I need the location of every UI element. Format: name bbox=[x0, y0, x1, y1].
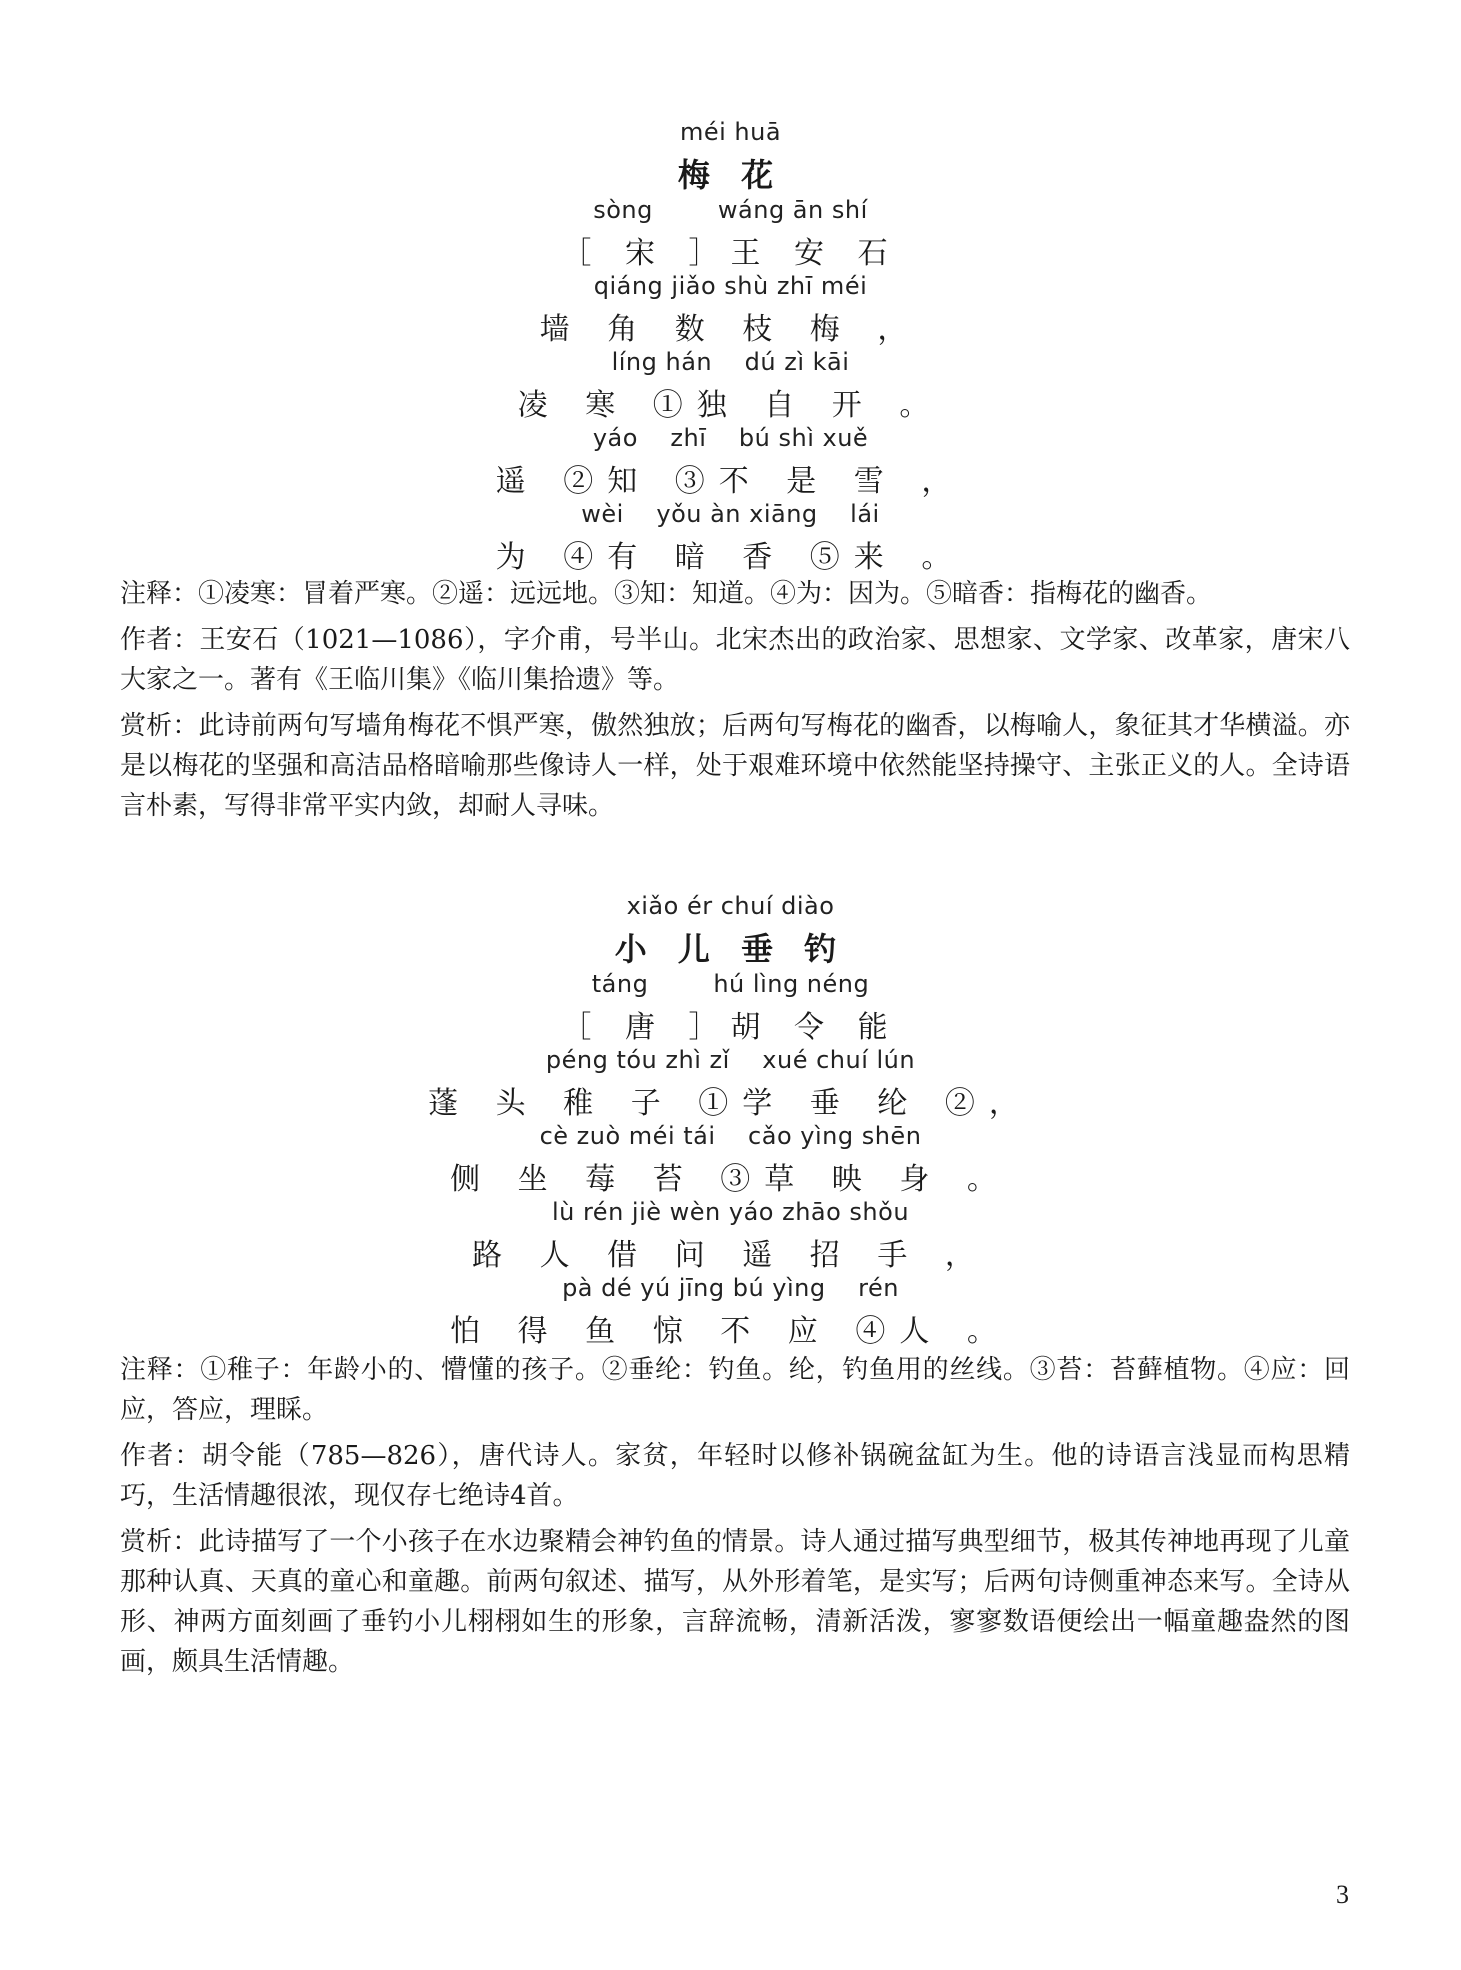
page-number: 3 bbox=[1336, 1880, 1349, 1909]
poem1-line4: 为 ④有 暗 香 ⑤来 。 bbox=[495, 540, 966, 575]
poem1-title-pinyin: méi huā bbox=[679, 118, 782, 146]
poem1-line1: 墙 角 数 枝 梅 ， bbox=[539, 312, 922, 347]
poem2-line1: 蓬 头 稚 子 ①学 垂 纶 ②， bbox=[428, 1086, 1033, 1121]
poem1-notes: 注释：①凌寒：冒着严寒。②遥：远远地。③知：知道。④为：因为。⑤暗香：指梅花的幽香。 bbox=[120, 579, 1213, 609]
poem1-line2: 凌 寒 ①独 自 开 。 bbox=[517, 388, 944, 423]
poem2-title: 小 儿 垂 钓 bbox=[614, 930, 847, 968]
poem1-line3: 遥 ②知 ③不 是 雪 ， bbox=[495, 464, 966, 499]
poem1-author-info: 作者：王安石（1021—1086），字介甫，号半山。北宋杰出的政治家、思想家、文学家、改革家，唐宋八大家之一。著有《王临川集》《临川集拾遗》等。 bbox=[120, 625, 1350, 695]
poem2-author-info: 作者：胡令能（785—826），唐代诗人。家贫，年轻时以修补锅碗盆缸为生。他的诗语言浅显而构思精巧，生活情趣很浓，现仅存七绝诗4首。 bbox=[120, 1441, 1350, 1511]
poem1-title: 梅 花 bbox=[677, 156, 784, 194]
poem2-commentary bbox=[120, 1350, 1350, 1688]
poem1-commentary bbox=[120, 574, 1350, 832]
poem1-appreciation: 赏析：此诗前两句写墙角梅花不惧严寒，傲然独放；后两句写梅花的幽香，以梅喻人，象征其才华横溢。亦是以梅花的坚强和高洁品格暗喻那些像诗人一样，处于艰难环境中依然能坚持操守、主张正义的人。全诗语言朴素，写得非常平实内敛，却耐人寻味。 bbox=[120, 711, 1350, 821]
poem1-line3-pinyin: yáo zhī bú shì xuě bbox=[592, 424, 869, 452]
poem2-line2: 侧 坐 莓 苔 ③草 映 身 。 bbox=[450, 1162, 1011, 1197]
poem1-author-pinyin: sòng wáng ān shí bbox=[593, 196, 868, 224]
poem2-line3: 路 人 借 问 遥 招 手 ， bbox=[472, 1238, 989, 1273]
poem1-line2-pinyin: líng hán dú zì kāi bbox=[611, 348, 850, 376]
poem1-author: ［ 宋 ］王 安 石 bbox=[561, 236, 900, 271]
poem2-notes: 注释：①稚子：年龄小的、懵懂的孩子。②垂纶：钓鱼。纶，钓鱼用的丝线。③苔：苔藓植物。④应：回应，答应，理睬。 bbox=[120, 1355, 1350, 1425]
poem1-line4-pinyin: wèi yǒu àn xiāng lái bbox=[581, 500, 880, 528]
poem2-author: ［ 唐 ］胡 令 能 bbox=[561, 1010, 900, 1045]
poem1-line1-pinyin: qiáng jiǎo shù zhī méi bbox=[593, 272, 868, 300]
poem2-line1-pinyin: péng tóu zhì zǐ xué chuí lún bbox=[545, 1046, 916, 1074]
poem2-title-pinyin: xiǎo ér chuí diào bbox=[626, 892, 835, 920]
poem2-line2-pinyin: cè zuò méi tái cǎo yìng shēn bbox=[539, 1122, 922, 1150]
poem2-line4-pinyin: pà dé yú jīng bú yìng rén bbox=[562, 1274, 899, 1302]
poem2-line4: 怕 得 鱼 惊 不 应 ④人 。 bbox=[450, 1314, 1011, 1349]
poem2-author-pinyin: táng hú lìng néng bbox=[591, 970, 870, 998]
poem2-appreciation: 赏析：此诗描写了一个小孩子在水边聚精会神钓鱼的情景。诗人通过描写典型细节，极其传神地再现了儿童那种认真、天真的童心和童趣。前两句叙述、描写，从外形着笔，是实写；后两句诗侧重神态来写。全诗从形、神两方面刻画了垂钓小儿栩栩如生的形象，言辞流畅，清新活泼，寥寥数语便绘出一幅童趣盎然的图画，颇具生活情趣。 bbox=[120, 1527, 1350, 1677]
poem2-line3-pinyin: lù rén jiè wèn yáo zhāo shǒu bbox=[551, 1198, 910, 1226]
